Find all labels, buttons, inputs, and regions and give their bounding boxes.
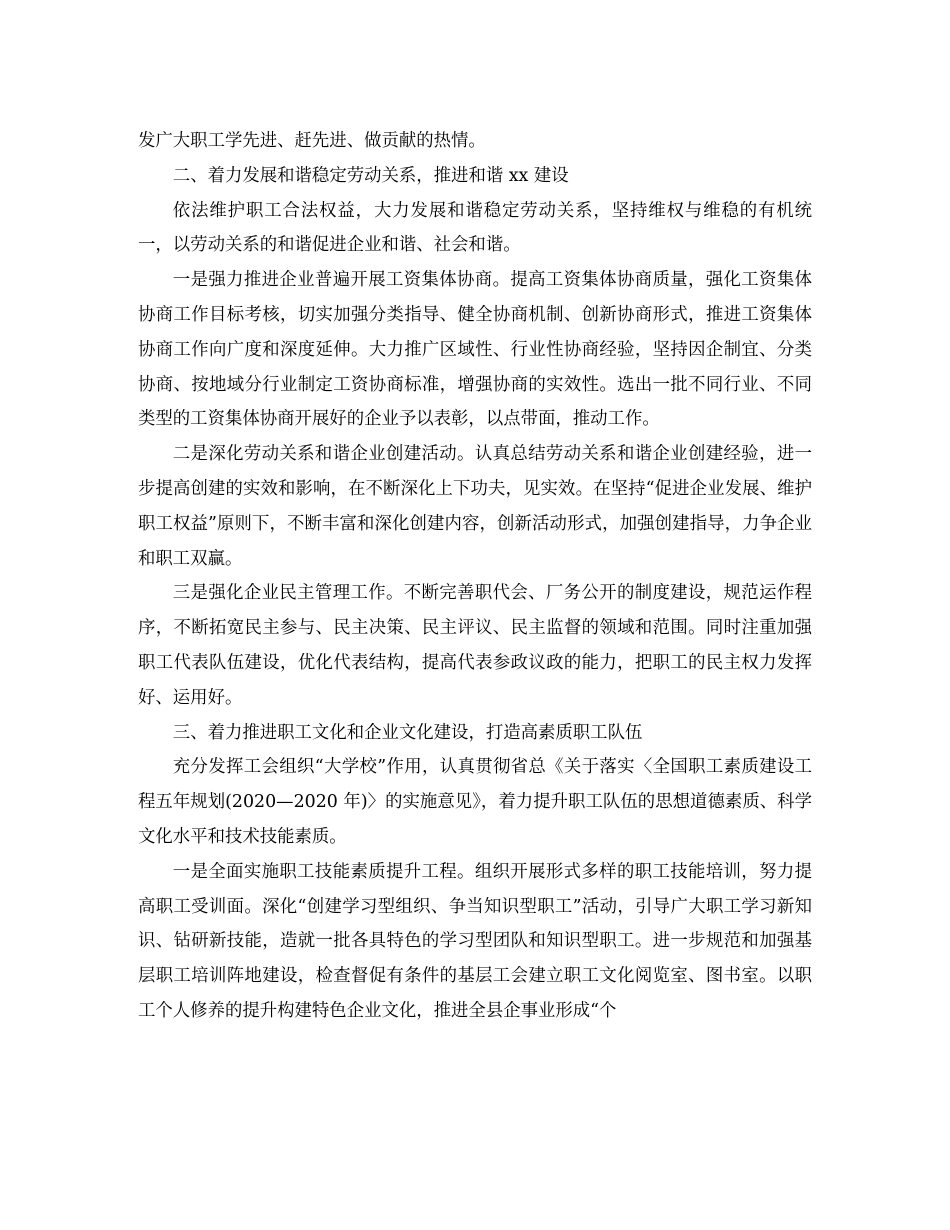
document-body — [138, 124, 812, 1029]
section-3-item-1-paragraph: 一是全面实施职工技能素质提升工程。组织开展形式多样的职工技能培训，努力提高职工受训面。深化“创建学习型组织、争当知识型职工”活动，引导广大职工学习新知识、钻研新技能，造就一批各具特色的学习型团队和知识型职工。进一步规范和加强基层职工培训阵地建设，检查督促有条件的基层工会建立职工文化阅览室、图书室。以职工个人修养的提升构建特色企业文化，推进全县企事业形成“个 — [138, 861, 812, 1021]
paragraph-continuation: 发广大职工学先进、赶先进、做贡献的热情。 — [138, 131, 486, 151]
section-2-item-2-paragraph: 二是深化劳动关系和谐企业创建活动。认真总结劳动关系和谐企业创建经验，进一步提高创建的实效和影响，在不断深化上下功夫，见实效。在坚持“促进企业发展、维护职工权益”原则下，不断丰富和深化创建内容，创新活动形式，加强创建指导，力争企业和职工双赢。 — [138, 444, 812, 569]
section-2-intro-paragraph: 依法维护职工合法权益，大力发展和谐稳定劳动关系，坚持维权与维稳的有机统一，以劳动关系的和谐促进企业和谐、社会和谐。 — [138, 200, 812, 256]
section-2-item-3-paragraph: 三是强化企业民主管理工作。不断完善职代会、厂务公开的制度建设，规范运作程序，不断拓宽民主参与、民主决策、民主评议、民主监督的领域和范围。同时注重加强职工代表队伍建设，优化代表结构，提高代表参政议政的能力，把职工的民主权力发挥好、运用好。 — [138, 583, 812, 708]
section-heading-2: 二、着力发展和谐稳定劳动关系，推进和谐 xx 建设 — [172, 165, 569, 186]
section-3-intro-paragraph: 充分发挥工会组织“大学校”作用，认真贯彻省总《关于落实〈全国职工素质建设工程五年规划(2020—2020 年)〉的实施意见》，着力提升职工队伍的思想道德素质、科学文化水平和技术技能素质。 — [138, 757, 812, 847]
section-2-item-1-paragraph: 一是强力推进企业普遍开展工资集体协商。提高工资集体协商质量，强化工资集体协商工作目标考核，切实加强分类指导、健全协商机制、创新协商形式，推进工资集体协商工作向广度和深度延伸。大力推广区域性、行业性协商经验，坚持因企制宜、分类协商、按地域分行业制定工资协商标准，增强协商的实效性。选出一批不同行业、不同类型的工资集体协商开展好的企业予以表彰，以点带面，推动工作。 — [138, 270, 812, 430]
section-heading-3: 三、着力推进职工文化和企业文化建设，打造高素质职工队伍 — [172, 722, 643, 743]
